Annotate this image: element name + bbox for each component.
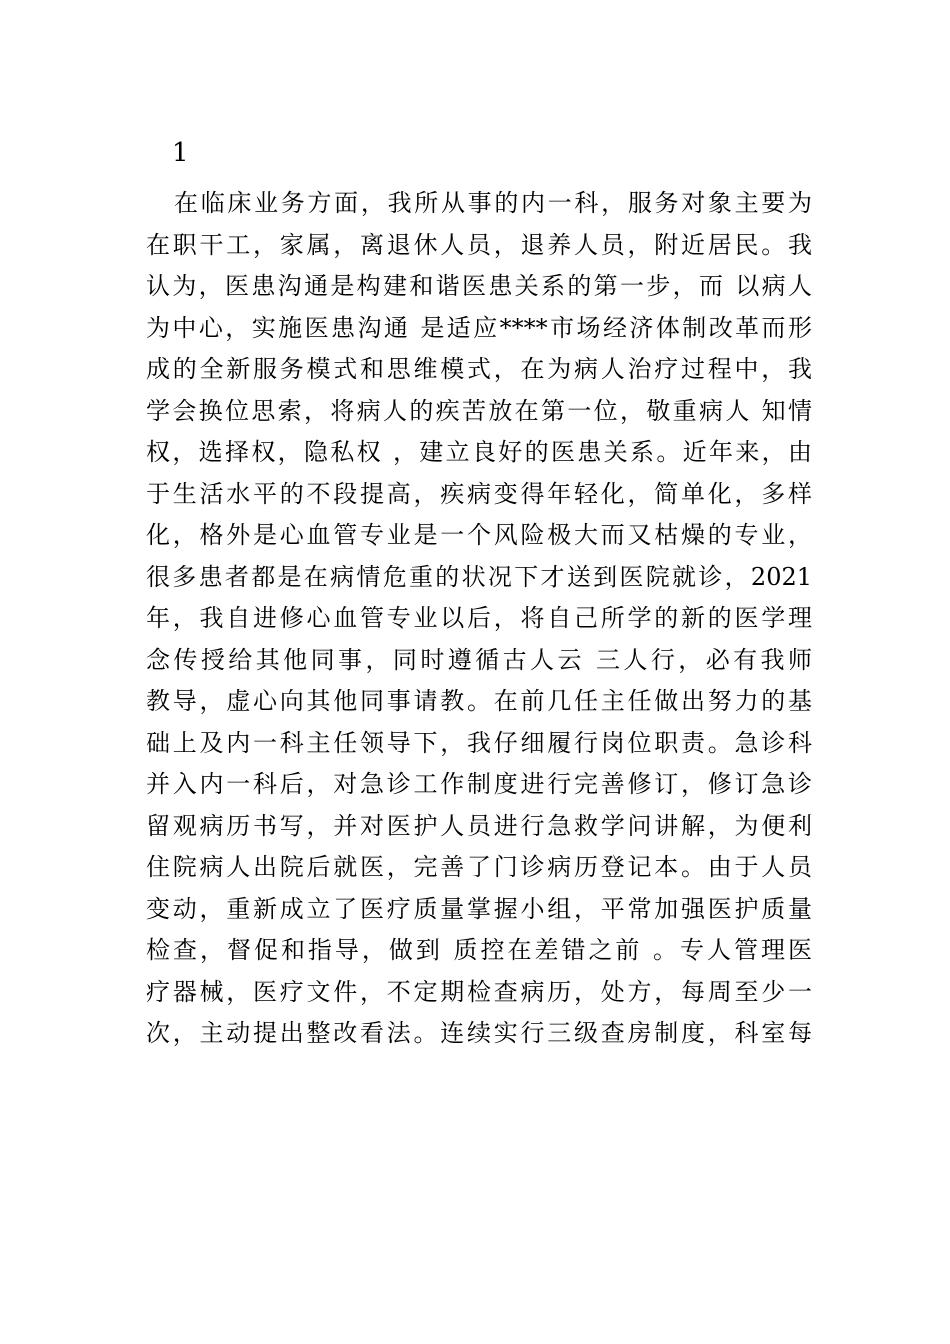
text-line: 在临床业务方面，我所从事的内一科，服务对象主要为 (174, 189, 812, 217)
text-line: 成的全新服务模式和思维模式，在为病人治疗过程中，我 (146, 355, 812, 383)
text-line: 疗器械，医疗文件，不定期检查病历，处方，每周至少一 (146, 977, 812, 1006)
text-line: 并入内一科后，对急诊工作制度进行完善修订，修订急诊 (146, 770, 812, 798)
text-line: 留观病历书写，并对医护人员进行急救学问讲解，为便利 (146, 811, 812, 840)
text-line: 住院病人出院后就医，完善了门诊病历登记本。由于人员 (146, 853, 812, 881)
text-line: 在职干工，家属，离退休人员，退养人员，附近居民。我 (146, 230, 812, 259)
text-line: 为中心，实施医患沟通 是适应****市场经济体制改革而形 (146, 313, 812, 342)
text-line: 础上及内一科主任领导下，我仔细履行岗位职责。急诊科 (146, 728, 812, 757)
text-line: 次，主动提出整改看法。连续实行三级查房制度，科室每 (146, 1019, 812, 1047)
text-line: 于生活水平的不段提高，疾病变得年轻化，简单化，多样 (146, 479, 812, 508)
text-line: 权，选择权，隐私权 ，建立良好的医患关系。近年来，由 (146, 438, 812, 466)
text-line: 化，格外是心血管专业是一个风险极大而又枯燥的专业， (146, 521, 812, 549)
text-line: 很多患者都是在病情危重的状况下才送到医院就诊，2021 (146, 562, 812, 591)
text-line: 念传授给其他同事，同时遵循古人云 三人行，必有我师 (146, 645, 812, 674)
body-paragraph (146, 183, 812, 1055)
text-line: 教导，虚心向其他同事请教。在前几任主任做出努力的基 (146, 687, 812, 715)
page-number: 1 (172, 138, 189, 168)
text-line: 年，我自进修心血管专业以后，将自己所学的新的医学理 (146, 604, 812, 632)
text-line: 检查，督促和指导，做到 质控在差错之前 。专人管理医 (146, 936, 812, 964)
text-line: 变动，重新成立了医疗质量掌握小组，平常加强医护质量 (146, 894, 812, 923)
text-line: 学会换位思索，将病人的疾苦放在第一位，敬重病人 知情 (146, 396, 812, 425)
text-line: 认为，医患沟通是构建和谐医患关系的第一步，而 以病人 (146, 272, 812, 300)
